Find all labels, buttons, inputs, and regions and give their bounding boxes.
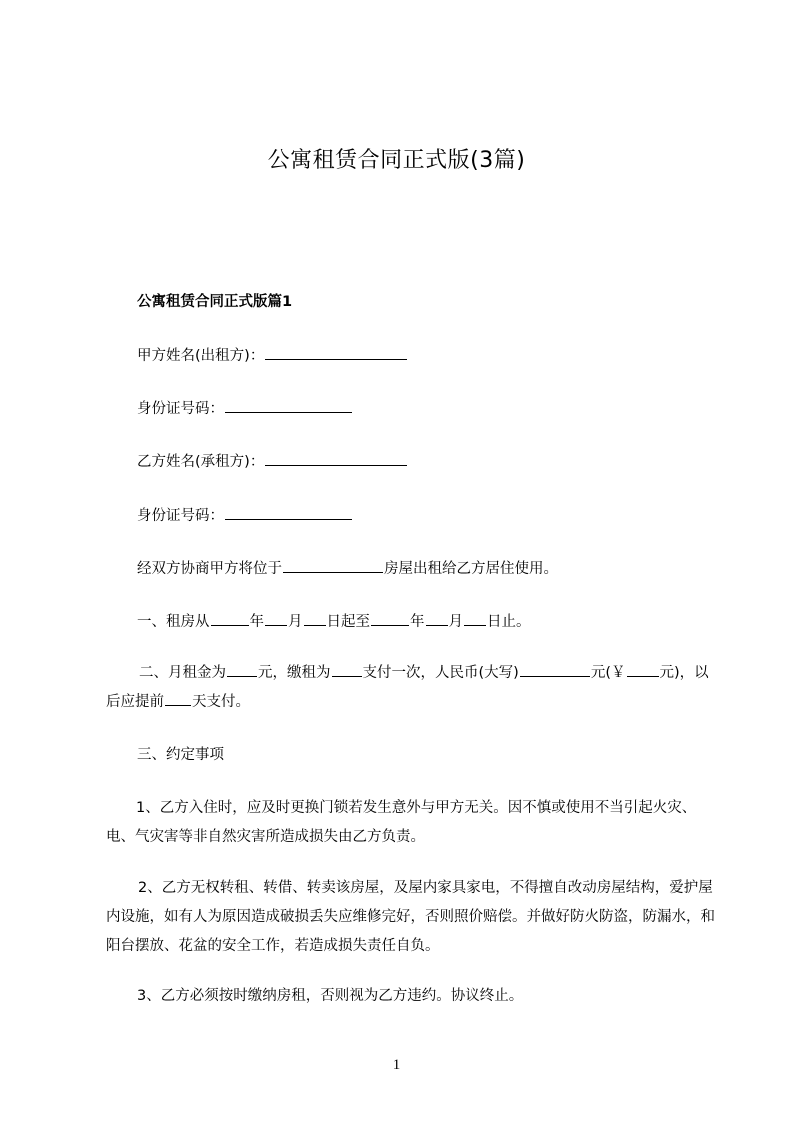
rent-text-d: 元(￥ (590, 665, 626, 681)
advance-days-blank (165, 691, 191, 706)
start-month-blank (265, 611, 287, 626)
payment-period-blank (332, 662, 362, 677)
page-number: 1 (392, 1057, 401, 1073)
id-a-line (137, 398, 353, 419)
agreement-items-heading: 三、约定事项 (137, 747, 224, 763)
id-b-label: 身份证号码： (137, 508, 224, 524)
document-title: 公寓租赁合同正式版(3篇) (267, 148, 526, 173)
end-day-blank (464, 611, 486, 626)
party-a-label: 甲方姓名(出租方)： (137, 348, 265, 364)
clause-2: 2、乙方无权转租、转借、转卖该房屋，及屋内家具家电，不得擅自改动房屋结构，爱护屋内设施，如有人为原因造成破损丢失应维修完好，否则照价赔偿。并做好防火防盗，防漏水，和阳台摆放、花盆的安全工作，若造成损失责任自负。 (106, 880, 715, 954)
party-b-line (137, 451, 408, 472)
id-b-blank (225, 505, 352, 520)
clause-3: 3、乙方必须按时缴纳房租，否则视为乙方违约。协议终止。 (137, 988, 524, 1004)
lease-term-line (137, 611, 531, 632)
section-heading: 公寓租赁合同正式版篇1 (137, 294, 293, 310)
year-end-text: 年 (410, 614, 425, 630)
clause-1: 1、乙方入住时，应及时更换门锁若发生意外与甲方无关。因不慎或使用不当引起火灾、电、气灾害等非自然灾害所造成损失由乙方负责。 (106, 800, 697, 845)
rent-text-e: 元)，以后应提前 (106, 665, 709, 710)
id-a-label: 身份证号码： (137, 401, 224, 417)
year-text: 年 (249, 614, 264, 630)
monthly-rent-blank (227, 662, 257, 677)
id-a-blank (225, 398, 352, 413)
end-year-blank (371, 611, 409, 626)
party-a-line (137, 345, 408, 366)
party-b-label: 乙方姓名(承租方)： (137, 454, 265, 470)
day-end-text: 日止。 (487, 614, 531, 630)
end-month-blank (426, 611, 448, 626)
rent-text-c: 支付一次，人民币(大写) (362, 665, 519, 681)
lease-term-text: 一、租房从 (137, 614, 210, 630)
location-blank (283, 558, 383, 573)
month-text: 月 (288, 614, 303, 630)
party-b-blank (265, 451, 407, 466)
amount-number-blank (627, 662, 659, 677)
day-start-text: 日起至 (326, 614, 370, 630)
month-end-text: 月 (448, 614, 463, 630)
location-prefix: 经双方协商甲方将位于 (137, 561, 282, 577)
rent-text-f: 天支付。 (192, 694, 250, 710)
rent-text-a: 二、月租金为 (139, 665, 226, 681)
rent-text-b: 元，缴租为 (258, 665, 331, 681)
start-year-blank (211, 611, 249, 626)
party-a-blank (265, 345, 407, 360)
location-suffix: 房屋出租给乙方居住使用。 (384, 561, 558, 577)
start-day-blank (304, 611, 326, 626)
amount-words-blank (520, 662, 590, 677)
rent-paragraph (106, 659, 716, 717)
location-line (137, 558, 558, 579)
id-b-line (137, 505, 353, 526)
